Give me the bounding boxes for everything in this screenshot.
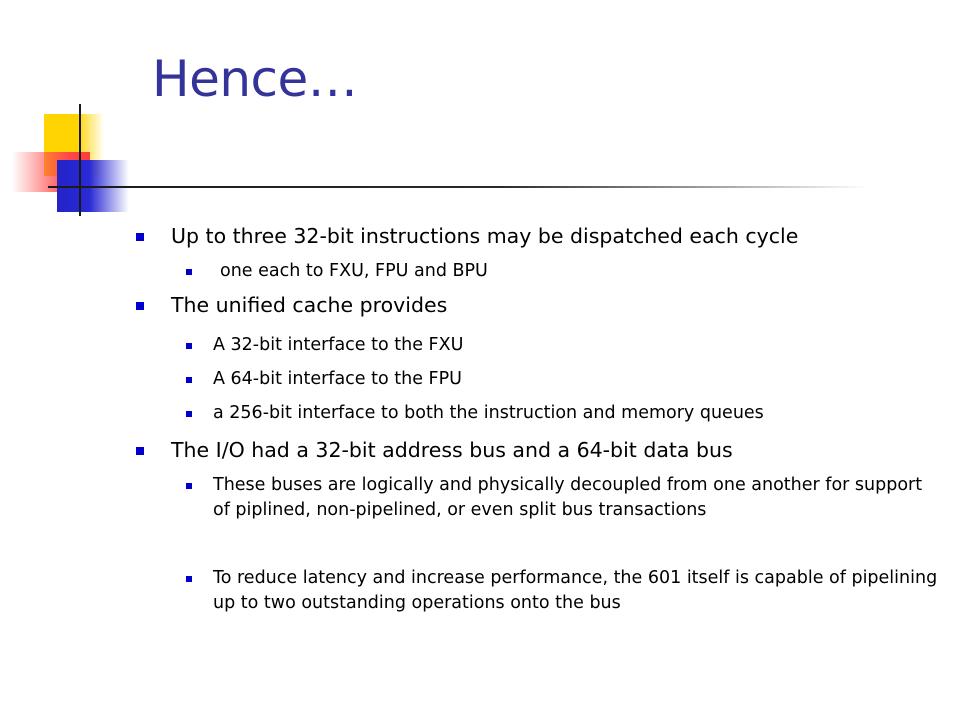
sub-bullet-item xyxy=(213,566,943,616)
sub-bullet-item xyxy=(213,473,943,523)
sub-bullet-icon xyxy=(186,411,192,417)
sub-bullet-icon xyxy=(186,377,192,383)
bullet-item xyxy=(171,292,931,318)
bullet-icon xyxy=(136,233,144,241)
sub-bullet-item xyxy=(213,401,943,426)
bullet-item xyxy=(171,437,931,463)
title-underline xyxy=(48,186,868,188)
sub-bullet-icon xyxy=(186,343,192,349)
sub-bullet-item xyxy=(213,333,943,358)
sub-bullet-item xyxy=(220,259,950,284)
slide-title: Hence… xyxy=(152,50,358,108)
sub-bullet-icon xyxy=(186,269,192,275)
sub-bullet-text: These buses are logically and physically decoupled from one another for support of piplined, non-pipelined, or even split bus transactions xyxy=(213,475,923,520)
sub-bullet-text: a 256-bit interface to both the instruction and memory queues xyxy=(213,403,764,423)
sub-bullet-text: one each to FXU, FPU and BPU xyxy=(220,261,488,281)
logo-vertical-line xyxy=(79,104,81,216)
bullet-icon xyxy=(136,447,144,455)
sub-bullet-icon xyxy=(186,576,192,582)
bullet-text: The I/O had a 32-bit address bus and a 64-bit data bus xyxy=(171,438,733,462)
bullet-text: The unified cache provides xyxy=(171,293,448,317)
sub-bullet-text: A 32-bit interface to the FXU xyxy=(213,335,464,355)
sub-bullet-text: To reduce latency and increase performance, the 601 itself is capable of pipelining up to two outstanding operations onto the bus xyxy=(213,568,938,613)
bullet-item xyxy=(171,223,931,249)
sub-bullet-item xyxy=(213,367,943,392)
sub-bullet-text: A 64-bit interface to the FPU xyxy=(213,369,462,389)
bullet-text: Up to three 32-bit instructions may be dispatched each cycle xyxy=(171,224,799,248)
sub-bullet-icon xyxy=(186,483,192,489)
bullet-icon xyxy=(136,302,144,310)
